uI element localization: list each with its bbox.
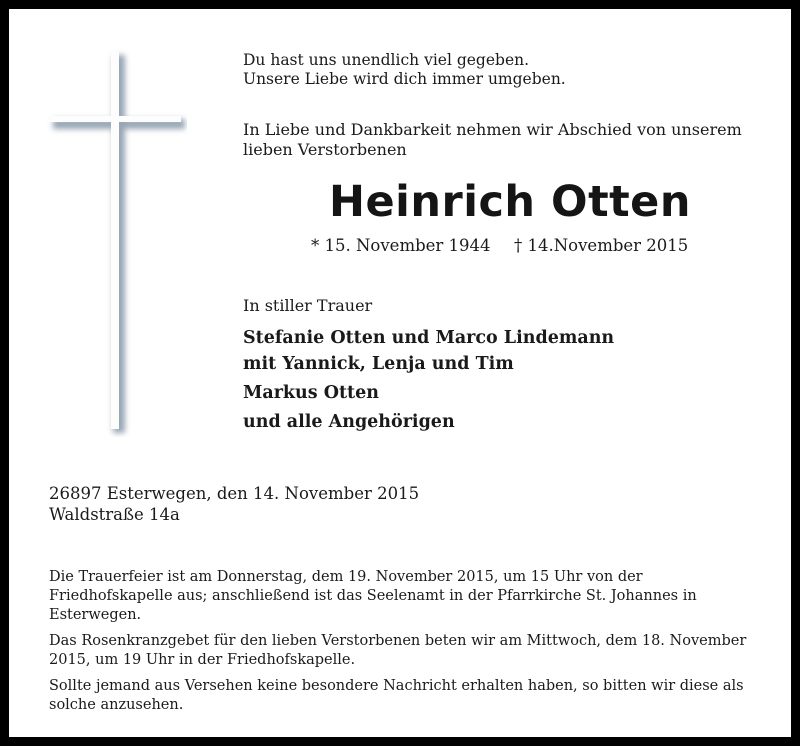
cross-icon (47, 47, 187, 437)
intro-line: lieben Verstorbenen (243, 140, 407, 159)
address-block (49, 483, 419, 525)
address-line: Waldstraße 14a (49, 505, 180, 524)
obituary-notice (9, 9, 791, 737)
verse-line: Unsere Liebe wird dich immer umgeben. (243, 70, 566, 88)
deceased-name: Heinrich Otten (329, 177, 691, 227)
verse (243, 51, 566, 89)
info-paragraph: Das Rosenkranzgebet für den lieben Verstorbenen beten wir am Mittwoch, dem 18. November 2015, um 19 Uhr in der Friedhofskapelle. (49, 633, 747, 668)
family-list (243, 325, 614, 435)
family-line: mit Yannick, Lenja und Tim (243, 354, 514, 374)
family-line: und alle Angehörigen (243, 412, 455, 432)
intro-text (243, 120, 742, 160)
death-date: † 14.November 2015 (514, 236, 689, 255)
info-paragraph: Sollte jemand aus Versehen keine besondere Nachricht erhalten haben, so bitten wir diese als solche anzusehen. (49, 678, 744, 713)
intro-line: In Liebe und Dankbarkeit nehmen wir Abschied von unserem (243, 120, 742, 139)
mourning-label: In stiller Trauer (243, 296, 373, 315)
service-info (49, 568, 764, 722)
verse-line: Du hast uns unendlich viel gegeben. (243, 51, 530, 69)
birth-date: * 15. November 1944 (311, 236, 491, 255)
address-line: 26897 Esterwegen, den 14. November 2015 (49, 484, 420, 503)
info-paragraph: Die Trauerfeier ist am Donnerstag, dem 19. November 2015, um 15 Uhr von der Friedhofskapelle aus; anschließend ist das Seelenamt in der Pfarrkirche St. Johannes in Esterwegen. (49, 569, 697, 623)
family-line: Stefanie Otten und Marco Lindemann (243, 328, 615, 348)
family-line: Markus Otten (243, 383, 379, 403)
